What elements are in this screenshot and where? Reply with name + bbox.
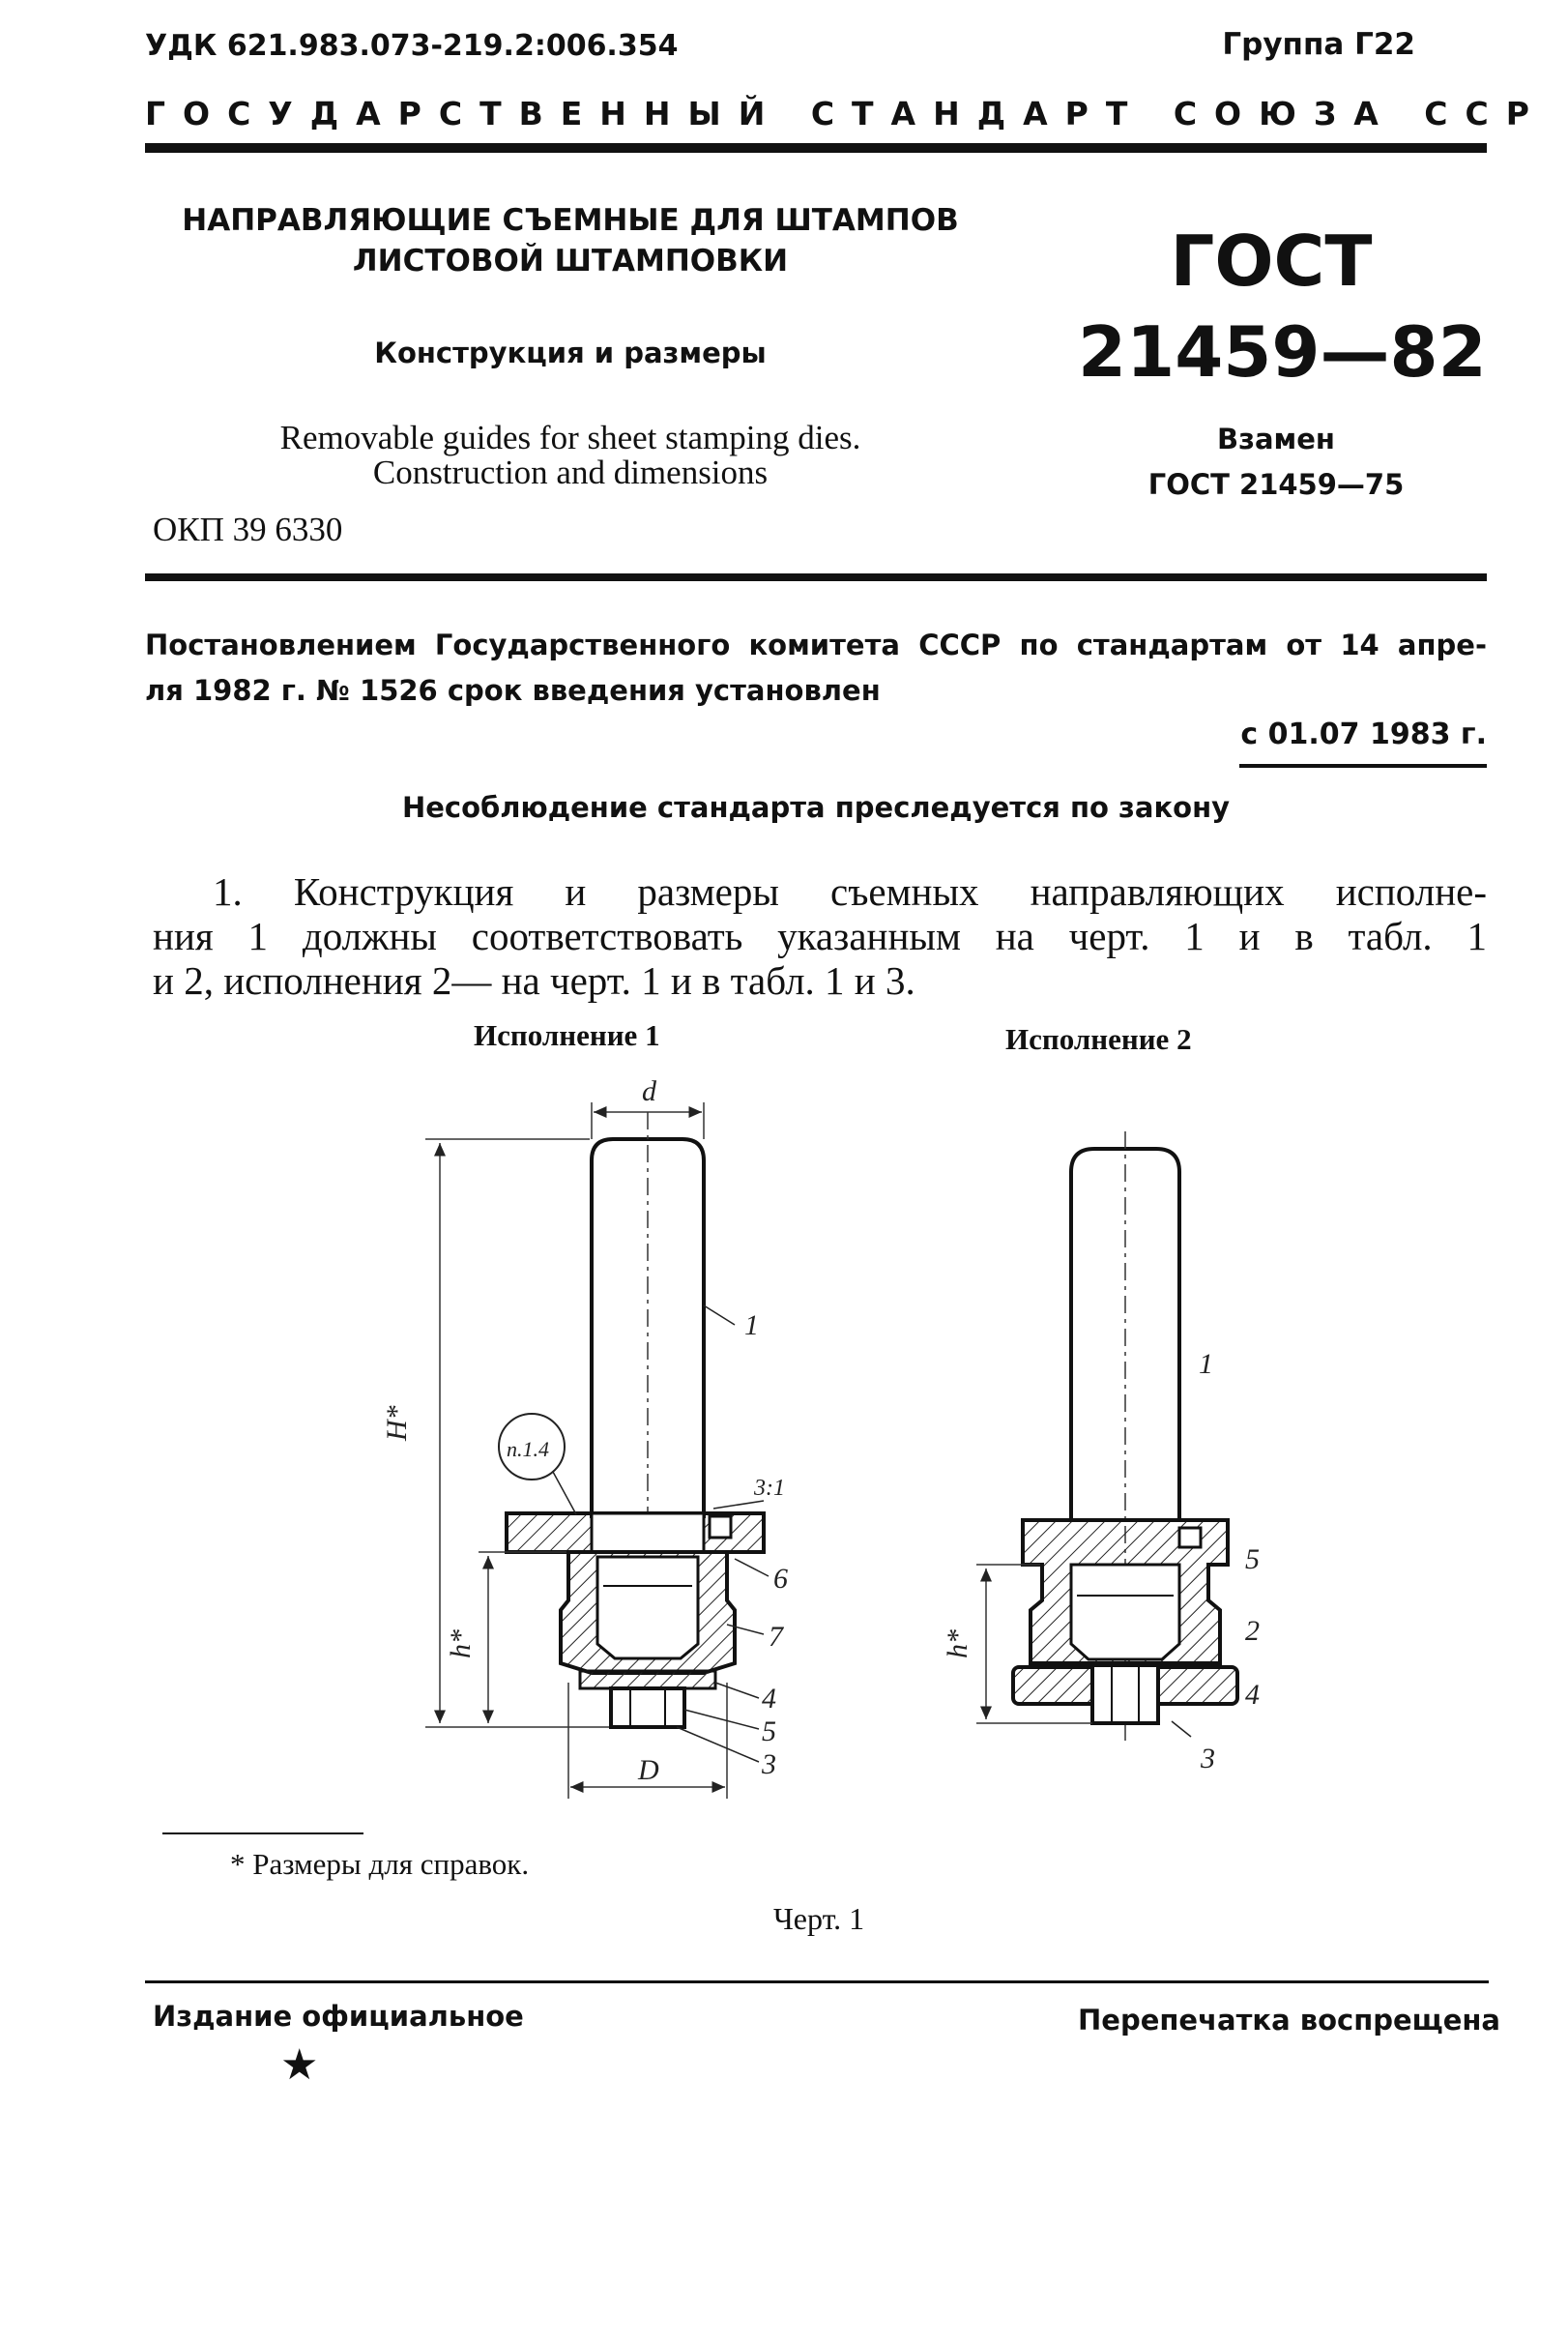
decree-line-2: ля 1982 г. № 1526 срок введения установлен (145, 674, 881, 707)
version-2-caption: Исполнение 2 (1005, 1022, 1192, 1056)
english-title-line-2: Construction and dimensions (372, 454, 769, 491)
state-standard-banner: ГОСУДАРСТВЕННЫЙ СТАНДАРТ СОЮЗА ССР (145, 95, 1547, 132)
v2-part-5-label: 5 (1245, 1543, 1260, 1575)
v1-screw (710, 1516, 731, 1538)
v2-part-4-label: 4 (1245, 1679, 1260, 1711)
footnote: * Размеры для справок. (230, 1847, 530, 1881)
gost-number: 21459—82 (1078, 311, 1487, 393)
english-title-line-1: Removable guides for sheet stamping dies. (279, 419, 861, 456)
official-edition: Издание официальное (153, 2000, 524, 2033)
v2-part-3-label: 3 (1201, 1743, 1215, 1774)
paragraph-1-line-2: ния 1 должны соответствовать указанным на черт. 1 и в табл. 1 (153, 914, 1487, 958)
v1-part-3-label: 3 (762, 1748, 776, 1780)
v1-part-7-label: 7 (769, 1621, 783, 1653)
v1-pillar (592, 1139, 704, 1518)
effective-date: с 01.07 1983 г. (1240, 718, 1487, 751)
title-line-2: ЛИСТОВОЙ ШТАМПОВКИ (352, 244, 789, 278)
gost-label: ГОСТ (1170, 220, 1373, 302)
v1-part-1-label: 1 (744, 1309, 759, 1341)
replaces-label: Взамен (1217, 423, 1335, 455)
v1-part-4-label: 4 (762, 1683, 776, 1715)
version-1-caption: Исполнение 1 (474, 1018, 660, 1052)
version-1-drawing (381, 1075, 788, 1799)
title-line-1: НАПРАВЛЯЮЩИЕ СЪЕМНЫЕ ДЛЯ ШТАМПОВ (182, 203, 959, 238)
dim-H-label: H* (381, 1405, 413, 1441)
star-icon: ★ (280, 2040, 319, 2090)
paragraph-1-line-1: 1. Конструкция и размеры съемных направляющих исполне- (213, 869, 1487, 914)
udk-code: УДК 621.983.073-219.2:006.354 (145, 29, 679, 63)
group-code: Группа Г22 (1222, 27, 1415, 62)
paragraph-1-line-3: и 2, исполнения 2— на черт. 1 и в табл. 1 и 3. (153, 958, 915, 1003)
compliance-notice: Несоблюдение стандарта преследуется по закону (401, 791, 1231, 824)
v1-washer (580, 1671, 715, 1688)
footer-rule (145, 1980, 1489, 1983)
reprint-prohibited: Перепечатка воспрещена (1078, 2004, 1500, 2037)
v2-dim-h-label: h* (942, 1629, 973, 1658)
scale-label: 3:1 (754, 1476, 785, 1501)
v1-nut (611, 1688, 684, 1727)
decree-line-1: Постановлением Государственного комитета СССР по стандартам от 14 апре- (145, 629, 1487, 661)
v2-screw (1179, 1528, 1201, 1547)
footnote-rule (162, 1832, 363, 1834)
dim-D-label: D (638, 1754, 659, 1786)
replaces-value: ГОСТ 21459—75 (1147, 468, 1405, 501)
v2-part-1-label: 1 (1199, 1348, 1213, 1380)
v1-part-6-label: 6 (773, 1563, 788, 1595)
v1-part-5-label: 5 (762, 1715, 776, 1747)
subtitle: Конструкция и размеры (374, 337, 767, 369)
v2-part-2-label: 2 (1245, 1615, 1260, 1647)
reference-label: п.1.4 (507, 1437, 549, 1461)
dim-d-label: d (642, 1075, 656, 1107)
okp-code: ОКП 39 6330 (153, 511, 343, 548)
version-2-drawing (942, 1131, 1260, 1774)
figure-caption: Черт. 1 (773, 1901, 865, 1936)
v2-nut (1092, 1665, 1158, 1723)
dim-h-label: h* (445, 1629, 477, 1658)
